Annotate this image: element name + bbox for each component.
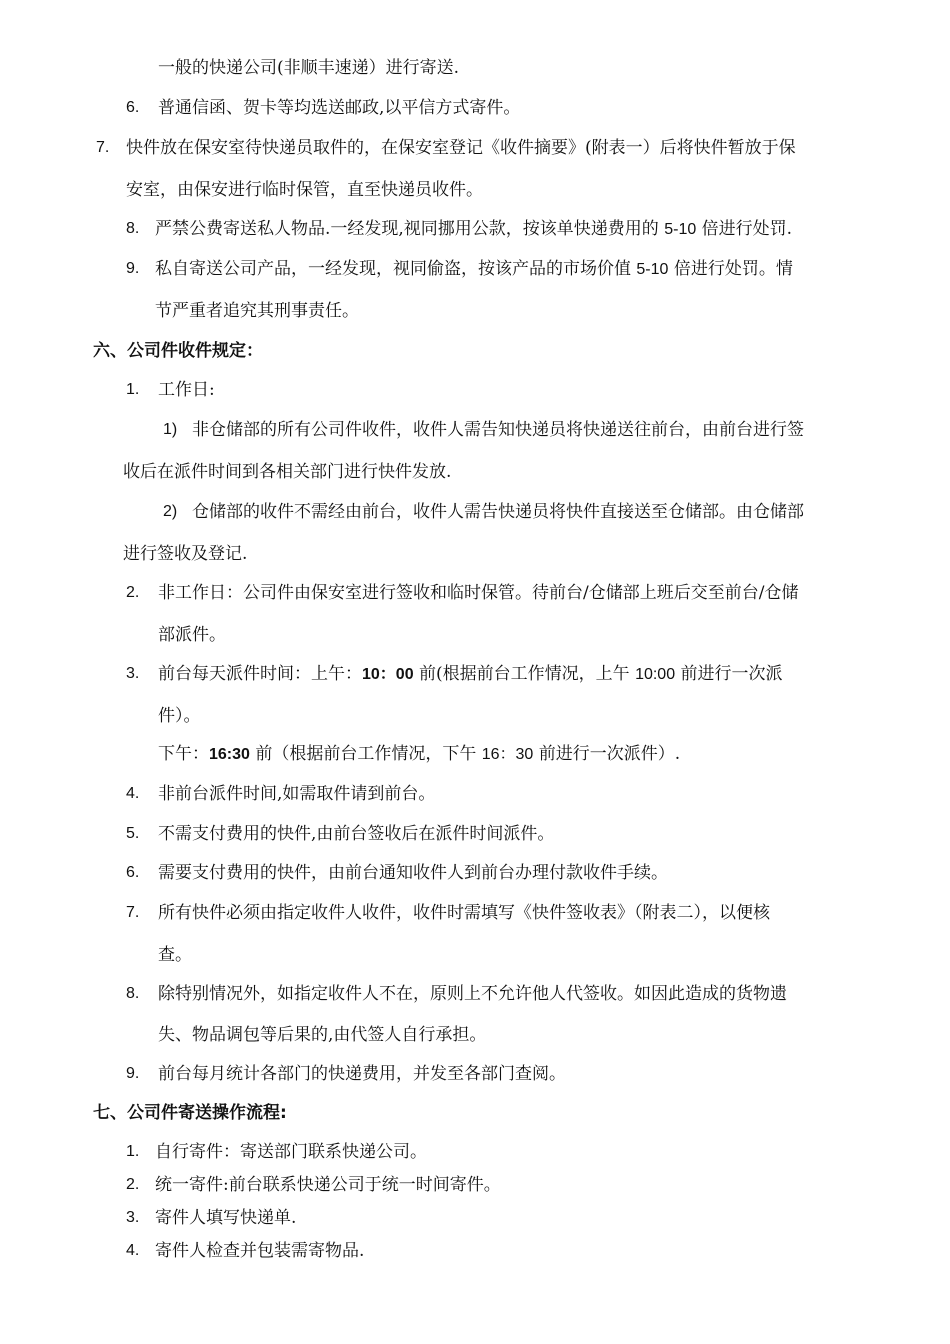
- list-number: 4.: [126, 785, 140, 802]
- sub-list-number: 1): [163, 421, 178, 438]
- time-run: 16：30: [481, 746, 534, 763]
- list-number: 7.: [126, 904, 140, 921]
- list-item-text: 需要支付费用的快件，由前台通知收件人到前台办理付款收件手续。: [158, 863, 668, 883]
- list-item-text: 统一寄件:前台联系快递公司于统一时间寄件。: [155, 1175, 501, 1195]
- section-heading: 七、公司件寄送操作流程:: [93, 1103, 287, 1123]
- list-item-text: 前台每月统计各部门的快递费用，并发至各部门查阅。: [158, 1064, 566, 1084]
- section-heading: 六、公司件收件规定：: [93, 341, 263, 361]
- text-run: 前(根据前台工作情况，上午: [413, 664, 636, 684]
- list-item-text: 部派件。: [158, 625, 226, 645]
- list-item-text: 安室，由保安进行临时保管，直至快递员收件。: [126, 180, 483, 200]
- list-number: 9.: [126, 260, 140, 277]
- list-number: 2.: [126, 1176, 140, 1193]
- text-run: 前（根据前台工作情况，下午: [249, 744, 482, 764]
- list-number: 3.: [126, 1209, 140, 1226]
- list-item-text: [155, 218, 792, 241]
- list-item-text: 收后在派件时间到各相关部门进行快件发放.: [123, 462, 452, 482]
- list-number: 7.: [96, 139, 110, 156]
- list-item-text: 工作日:: [158, 380, 215, 400]
- list-item-text: 寄件人检查并包装需寄物品.: [155, 1241, 365, 1261]
- list-number: 9.: [126, 1065, 140, 1082]
- list-item-text: 查。: [158, 945, 192, 965]
- number-run: 5-10: [636, 261, 669, 278]
- list-number: 1.: [126, 1143, 140, 1160]
- text-run: 倍进行处罚.: [696, 219, 793, 239]
- text-run: 前进行一次派件）.: [533, 744, 681, 764]
- list-item-text: 失、物品调包等后果的,由代签人自行承担。: [158, 1025, 487, 1045]
- list-item-text: 进行签收及登记.: [123, 544, 248, 564]
- list-item-text: 非前台派件时间,如需取件请到前台。: [158, 784, 436, 804]
- list-number: 2.: [126, 584, 140, 601]
- number-run: 5-10: [664, 221, 697, 238]
- list-number: 4.: [126, 1242, 140, 1259]
- text-run: 下午：: [158, 744, 209, 764]
- list-item-text: 非仓储部的所有公司件收件，收件人需告知快递员将快递送往前台，由前台进行签: [192, 420, 804, 440]
- list-number: 1.: [126, 381, 140, 398]
- list-item-text: 除特别情况外，如指定收件人不在，原则上不允许他人代签收。如因此造成的货物遗: [158, 984, 787, 1004]
- text-run: 前台每天派件时间：上午：: [158, 664, 362, 684]
- time-run: 10:00: [635, 666, 676, 683]
- list-number: 5.: [126, 825, 140, 842]
- list-item-text: 所有快件必须由指定收件人收件，收件时需填写《快件签收表》（附表二），以便核: [158, 903, 770, 923]
- paragraph-line: 一般的快递公司(非顺丰速递）进行寄送.: [158, 58, 460, 78]
- list-number: 3.: [126, 665, 140, 682]
- list-item-text: 寄件人填写快递单.: [155, 1208, 297, 1228]
- list-item-text: 快件放在保安室待快递员取件的，在保安室登记《收件摘要》(附表一）后将快件暂放于保: [126, 138, 796, 158]
- list-number: 8.: [126, 220, 140, 237]
- list-number: 6.: [126, 864, 140, 881]
- list-item-text: 仓储部的收件不需经由前台，收件人需告快递员将快件直接送至仓储部。由仓储部: [192, 502, 804, 522]
- text-run: 倍进行处罚。情: [668, 259, 793, 279]
- list-item-text: 自行寄件：寄送部门联系快递公司。: [155, 1142, 427, 1162]
- list-item-text: 普通信函、贺卡等均选送邮政,以平信方式寄件。: [158, 98, 521, 118]
- text-run: 前进行一次派: [675, 664, 783, 684]
- list-item-text: [158, 743, 680, 766]
- time-run: 16:30: [209, 746, 250, 763]
- list-item-text: 件）。: [158, 706, 201, 726]
- time-run: 10：00: [362, 666, 414, 683]
- list-item-text: 节严重者追究其刑事责任。: [155, 301, 359, 321]
- list-item-text: 不需支付费用的快件,由前台签收后在派件时间派件。: [158, 824, 555, 844]
- sub-list-number: 2): [163, 503, 178, 520]
- text-run: 严禁公费寄送私人物品.一经发现,视同挪用公款，按该单快递费用的: [155, 219, 665, 239]
- list-number: 6.: [126, 99, 140, 116]
- list-number: 8.: [126, 985, 140, 1002]
- list-item-text: [155, 258, 793, 281]
- list-item-text: [158, 663, 783, 686]
- text-run: 私自寄送公司产品，一经发现，视同偷盗，按该产品的市场价值: [155, 259, 637, 279]
- list-item-text: 非工作日：公司件由保安室进行签收和临时保管。待前台/仓储部上班后交至前台/仓储: [158, 583, 799, 603]
